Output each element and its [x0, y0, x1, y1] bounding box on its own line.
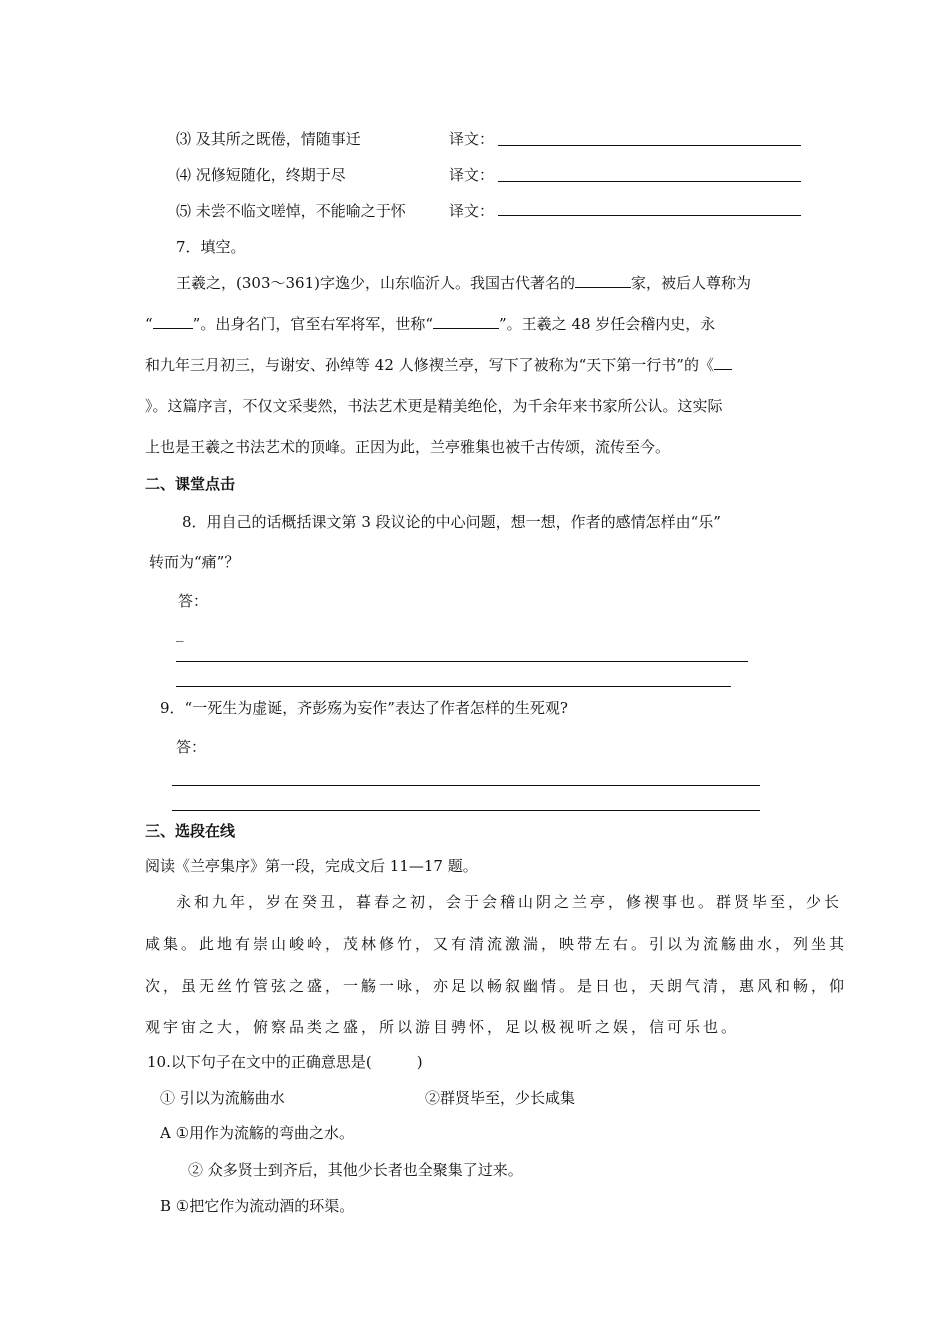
q10-question: 10.以下句子在文中的正确意思是( ): [147, 1053, 423, 1071]
q7-blank-3[interactable]: [433, 314, 499, 329]
q6-item-5-answer-line[interactable]: [498, 215, 801, 216]
q7-blank-2[interactable]: [153, 314, 193, 329]
q9-answer-line-1[interactable]: [172, 785, 760, 786]
q7-blank-1[interactable]: [575, 273, 631, 288]
q6-item-4: [176, 164, 346, 185]
passage-line-2: 咸集。此地有崇山峻岭，茂林修竹，又有清流激湍，映带左右。引以为流觞曲水，列坐其: [145, 935, 848, 953]
q7-line-2-b: ”。出身名门，官至右军将军，世称“: [192, 315, 434, 333]
q10-option-a-2: ② 众多贤士到齐后，其他少长者也全聚集了过来。: [188, 1161, 523, 1179]
passage-line-3: 次，虽无丝竹管弦之盛，一觞一咏，亦足以畅叙幽情。是日也，天朗气清，惠风和畅，仰: [145, 977, 848, 995]
q7-line-1: [176, 272, 751, 293]
q6-item-4-text: ⑷ 况修短随化，终期于尽: [176, 166, 346, 184]
q6-item-4-answer-line[interactable]: [498, 181, 801, 182]
section-3-intro: 阅读《兰亭集序》第一段，完成文后 11—17 题。: [145, 857, 478, 875]
q7-line-2: [145, 313, 715, 334]
q6-item-5: [176, 200, 406, 221]
q7-blank-4[interactable]: [714, 355, 732, 370]
q6-item-5-label: 译文：: [449, 202, 495, 220]
q6-item-3-label: 译文：: [449, 130, 495, 148]
q9-answer-line-2[interactable]: [172, 810, 760, 811]
q8-dash: _: [176, 624, 184, 642]
q7-line-3: [145, 354, 732, 375]
q10-option-a-1: A ①用作为流觞的弯曲之水。: [160, 1124, 355, 1142]
q7-line-1-a: 王羲之，(303～361)字逸少，山东临沂人。我国古代著名的: [176, 274, 575, 292]
q6-item-5-text: ⑸ 未尝不临文嗟悼，不能喻之于怀: [176, 202, 406, 220]
q9-question: 9．“一死生为虚诞，齐彭殇为妄作”表达了作者怎样的生死观?: [160, 699, 568, 717]
q10-sentence-1: ① 引以为流觞曲水: [160, 1089, 285, 1107]
q7-line-4: 》。这篇序言，不仅文采斐然，书法艺术更是精美绝伦，为千余年来书家所公认。这实际: [145, 397, 723, 415]
section-3-heading: 三、选段在线: [145, 822, 236, 840]
q7-line-2-a: “: [145, 315, 153, 333]
q6-item-4-label: 译文：: [449, 166, 495, 184]
q8-line-1: 8．用自己的话概括课文第 3 段议论的中心问题，想一想，作者的感情怎样由“乐”: [182, 513, 721, 531]
q7-line-3-a: 和九年三月初三，与谢安、孙绰等 42 人修禊兰亭，写下了被称为“天下第一行书”的《: [145, 356, 714, 374]
q9-answer-label: 答：: [176, 738, 207, 756]
q8-answer-line-2[interactable]: [176, 686, 731, 687]
q10-sentence-2: ②群贤毕至，少长咸集: [425, 1089, 576, 1107]
q7-line-1-b: 家，被后人尊称为: [630, 274, 751, 292]
q7-title: 7．填空。: [176, 238, 246, 256]
q7-line-5: 上也是王羲之书法艺术的顶峰。正因为此，兰亭雅集也被千古传颂，流传至今。: [145, 438, 671, 456]
q6-item-3-text: ⑶ 及其所之既倦，情随事迁: [176, 130, 361, 148]
q8-answer-label: 答：: [178, 592, 209, 610]
passage-line-4: 观宇宙之大，俯察品类之盛，所以游目骋怀，足以极视听之娱，信可乐也。: [145, 1018, 740, 1036]
q7-line-2-c: ”。王羲之 48 岁任会稽内史，永: [499, 315, 716, 333]
q6-item-3: [176, 128, 361, 149]
passage-line-1: 永和九年，岁在癸丑，暮春之初，会于会稽山阴之兰亭，修禊事也。群贤毕至，少长: [176, 893, 843, 911]
q8-line-2: 转而为“痛”？: [149, 553, 240, 571]
q6-item-3-answer-line[interactable]: [498, 145, 801, 146]
q10-option-b-1: B ①把它作为流动酒的环渠。: [160, 1197, 355, 1215]
section-2-heading: 二、课堂点击: [145, 475, 236, 493]
q8-answer-line-1[interactable]: [176, 661, 748, 662]
